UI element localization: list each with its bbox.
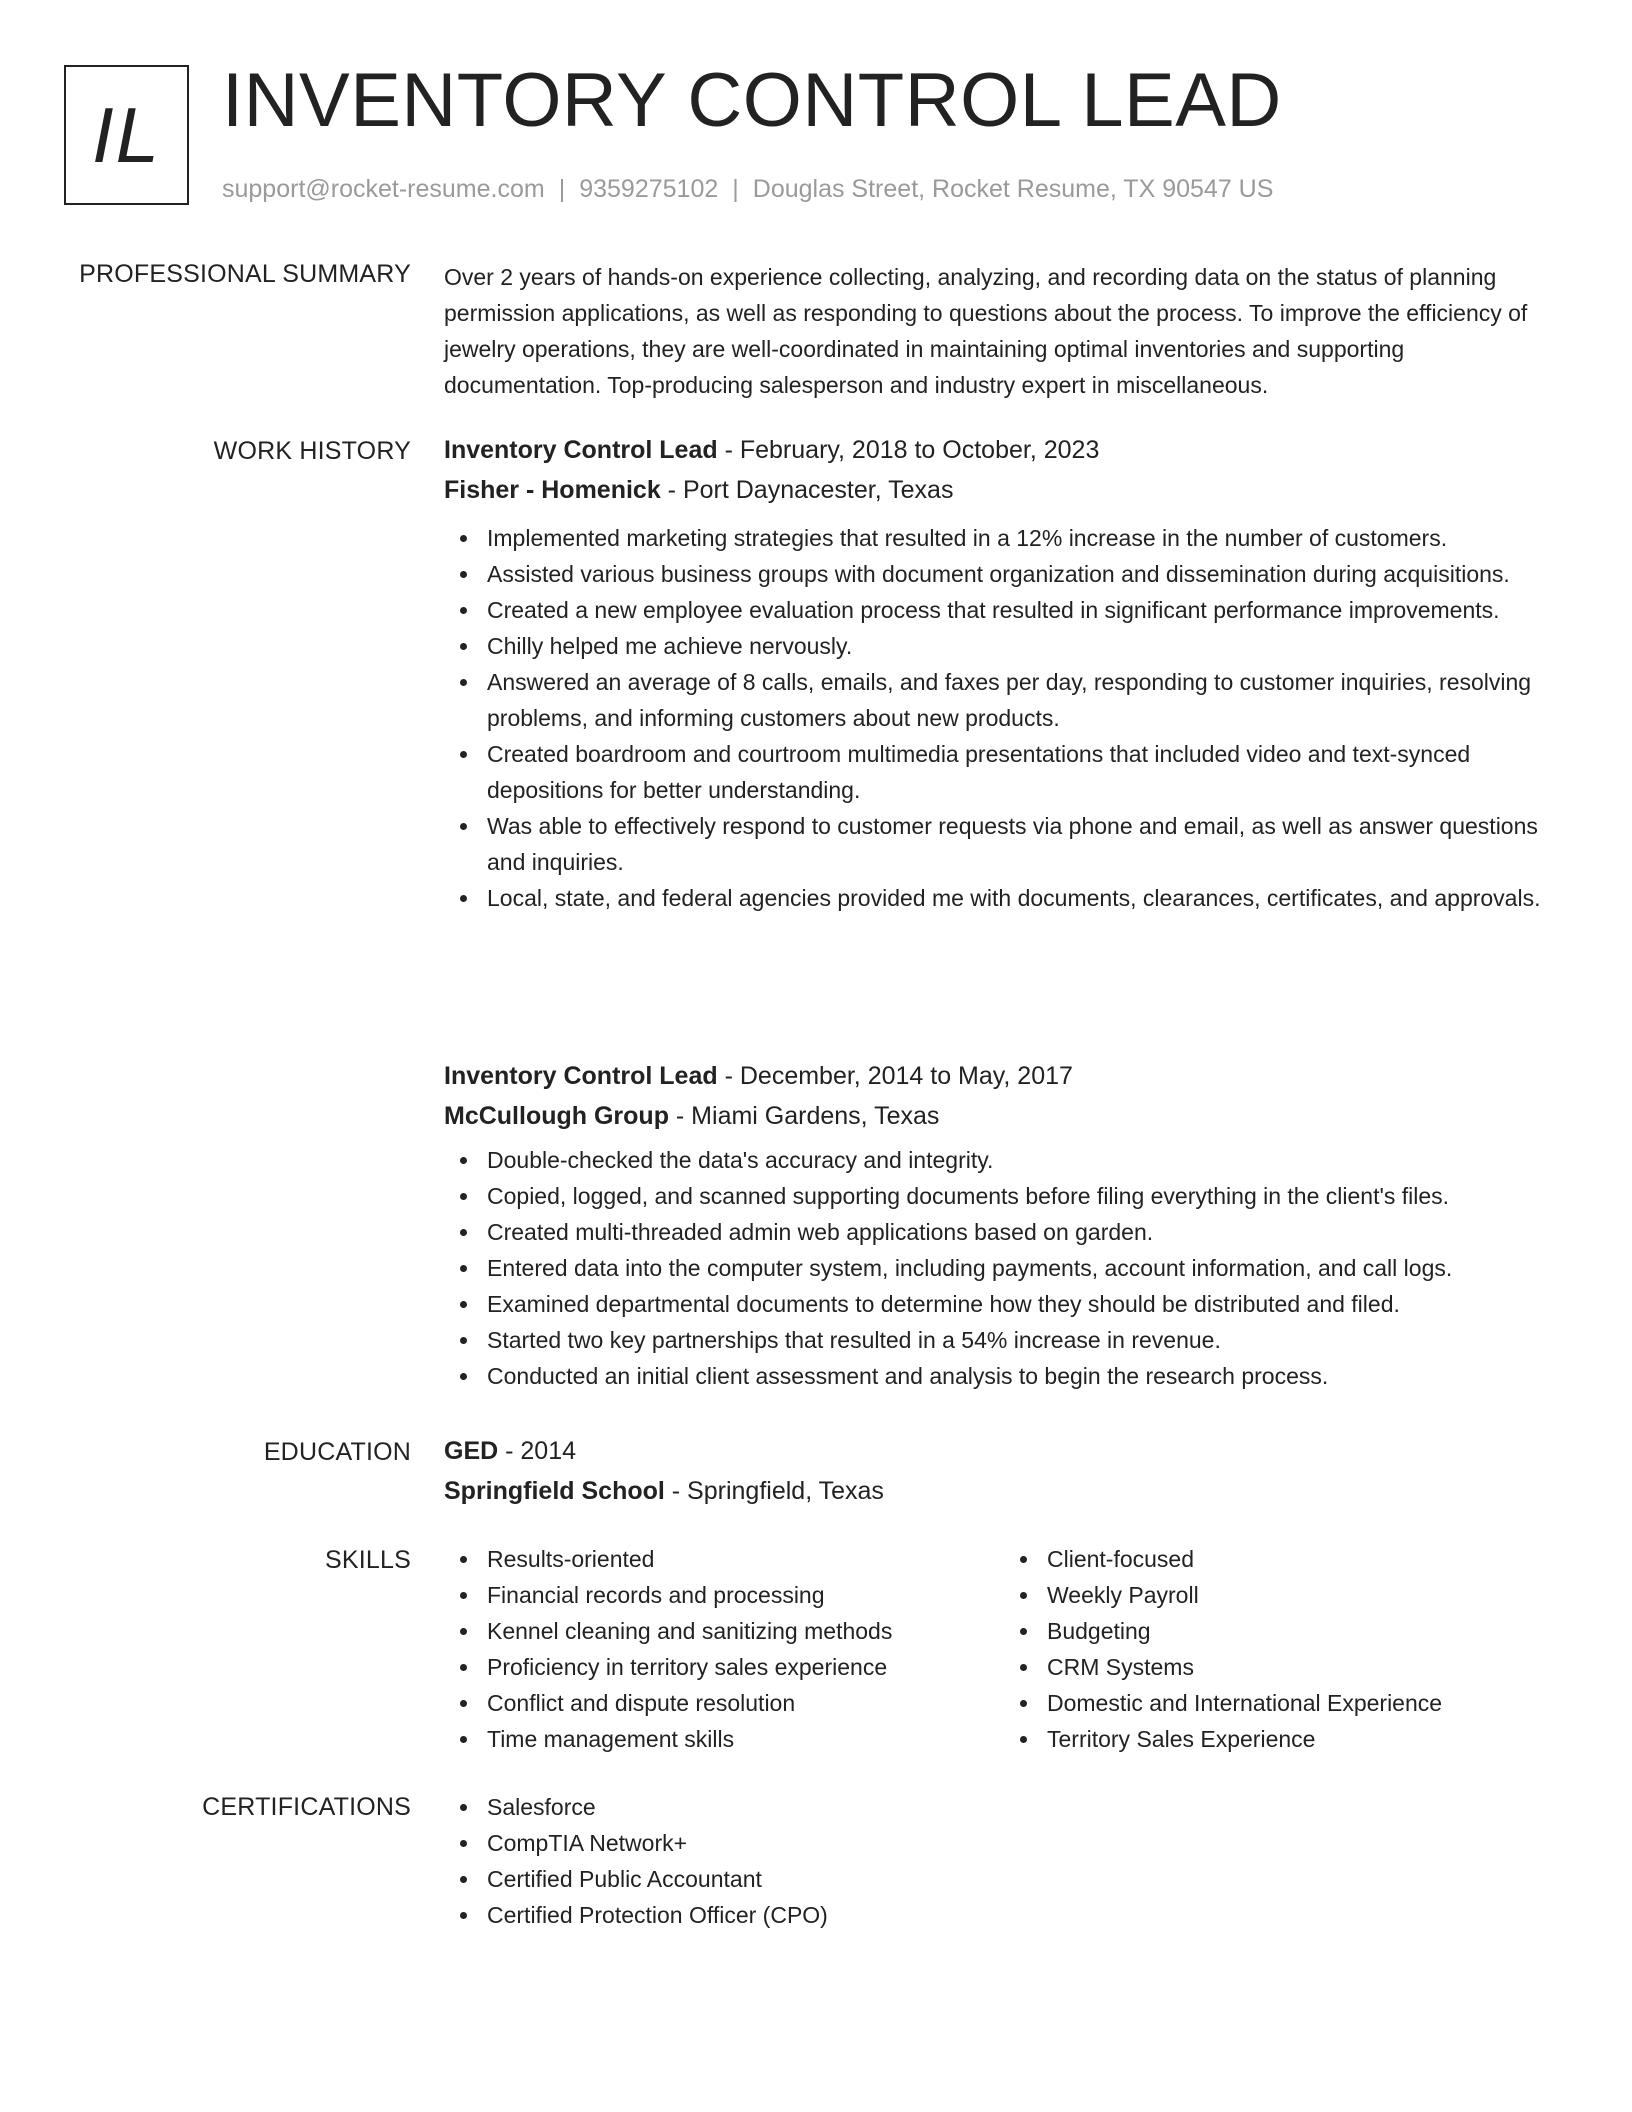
list-item: Started two key partnerships that resulted in a 54% increase in revenue. xyxy=(487,1322,1564,1358)
list-item: CRM Systems xyxy=(1047,1649,1564,1685)
list-item: Client-focused xyxy=(1047,1541,1564,1577)
list-item: Territory Sales Experience xyxy=(1047,1721,1564,1757)
contact-line xyxy=(222,172,1273,206)
list-item: Created boardroom and courtroom multimedia presentations that included video and text-synced depositions for better understanding. xyxy=(487,736,1564,808)
contact-email: support@rocket-resume.com xyxy=(222,175,545,203)
skills-list-right xyxy=(1004,1541,1564,1757)
certifications-list xyxy=(444,1789,1564,1933)
list-item: Was able to effectively respond to customer requests via phone and email, as well as answer questions and inquiries. xyxy=(487,808,1564,880)
contact-separator: | xyxy=(558,175,566,203)
resume-title: INVENTORY CONTROL LEAD xyxy=(222,58,1282,143)
list-item: Double-checked the data's accuracy and integrity. xyxy=(487,1142,1564,1178)
list-item: Entered data into the computer system, including payments, account information, and call logs. xyxy=(487,1250,1564,1286)
list-item: Weekly Payroll xyxy=(1047,1577,1564,1613)
job-dates: - February, 2018 to October, 2023 xyxy=(717,436,1100,464)
job-bullets xyxy=(444,1142,1564,1394)
list-item: Domestic and International Experience xyxy=(1047,1685,1564,1721)
list-item: Conflict and dispute resolution xyxy=(487,1685,1004,1721)
job-role: Inventory Control Lead xyxy=(444,1062,718,1090)
education-degree-line xyxy=(444,1431,1564,1471)
job-entry xyxy=(444,1056,1564,1394)
list-item: Created multi-threaded admin web applications based on garden. xyxy=(487,1214,1564,1250)
list-item: CompTIA Network+ xyxy=(487,1825,1564,1861)
education-school-line xyxy=(444,1471,1564,1511)
list-item: Assisted various business groups with document organization and dissemination during acquisitions. xyxy=(487,556,1564,592)
education-school: Springfield School xyxy=(444,1477,665,1505)
list-item: Answered an average of 8 calls, emails, and faxes per day, responding to customer inquiries, resolving problems, and informing customers about new products. xyxy=(487,664,1564,736)
education-body xyxy=(444,1431,1564,1511)
list-item: Certified Protection Officer (CPO) xyxy=(487,1897,1564,1933)
job-title-line xyxy=(444,1056,1564,1096)
job-company: Fisher - Homenick xyxy=(444,476,661,504)
education-degree: GED xyxy=(444,1437,499,1465)
job-company: McCullough Group xyxy=(444,1102,669,1130)
job-title-line xyxy=(444,430,1564,470)
monogram-logo xyxy=(64,65,189,205)
list-item: Salesforce xyxy=(487,1789,1564,1825)
list-item: Time management skills xyxy=(487,1721,1004,1757)
list-item: Examined departmental documents to determine how they should be distributed and filed. xyxy=(487,1286,1564,1322)
job-location: - Port Daynacester, Texas xyxy=(660,476,954,504)
job-bullets xyxy=(444,520,1564,916)
education-location: - Springfield, Texas xyxy=(664,1477,884,1505)
skills-list-left xyxy=(444,1541,1004,1757)
section-title-skills: SKILLS xyxy=(325,1546,411,1574)
list-item: Chilly helped me achieve nervously. xyxy=(487,628,1564,664)
job-company-line xyxy=(444,470,1564,510)
skills-columns xyxy=(444,1541,1564,1757)
job-company-line xyxy=(444,1096,1564,1136)
contact-phone: 9359275102 xyxy=(579,175,719,203)
list-item: Kennel cleaning and sanitizing methods xyxy=(487,1613,1004,1649)
monogram-text: IL xyxy=(91,90,162,179)
list-item: Copied, logged, and scanned supporting documents before filing everything in the client's files. xyxy=(487,1178,1564,1214)
job-dates: - December, 2014 to May, 2017 xyxy=(717,1062,1073,1090)
certifications-body xyxy=(444,1789,1564,1933)
summary-text: Over 2 years of hands-on experience collecting, analyzing, and recording data on the status of planning permission applications, as well as responding to questions about the process. To improve the efficiency of jewelry operations, they are well-coordinated in maintaining optimal inventories and supporting documentation. Top-producing salesperson and industry expert in miscellaneous. xyxy=(444,264,1528,398)
skills-body xyxy=(444,1541,1564,1757)
job-role: Inventory Control Lead xyxy=(444,436,718,464)
section-title-education: EDUCATION xyxy=(263,1438,411,1466)
section-title-certifications: CERTIFICATIONS xyxy=(202,1793,411,1821)
list-item: Created a new employee evaluation process that resulted in significant performance improvements. xyxy=(487,592,1564,628)
job-entry xyxy=(444,430,1564,916)
job-location: - Miami Gardens, Texas xyxy=(668,1102,940,1130)
summary-body xyxy=(444,259,1564,403)
list-item: Implemented marketing strategies that resulted in a 12% increase in the number of customers. xyxy=(487,520,1564,556)
list-item: Conducted an initial client assessment and analysis to begin the research process. xyxy=(487,1358,1564,1394)
list-item: Certified Public Accountant xyxy=(487,1861,1564,1897)
section-title-summary: PROFESSIONAL SUMMARY xyxy=(79,260,411,288)
contact-address: Douglas Street, Rocket Resume, TX 90547 US xyxy=(752,175,1274,203)
list-item: Budgeting xyxy=(1047,1613,1564,1649)
list-item: Financial records and processing xyxy=(487,1577,1004,1613)
education-year: - 2014 xyxy=(498,1437,577,1465)
section-title-work-history: WORK HISTORY xyxy=(213,437,411,465)
list-item: Local, state, and federal agencies provided me with documents, clearances, certificates, and approvals. xyxy=(487,880,1564,916)
contact-separator: | xyxy=(732,175,739,203)
list-item: Results-oriented xyxy=(487,1541,1004,1577)
list-item: Proficiency in territory sales experience xyxy=(487,1649,1004,1685)
